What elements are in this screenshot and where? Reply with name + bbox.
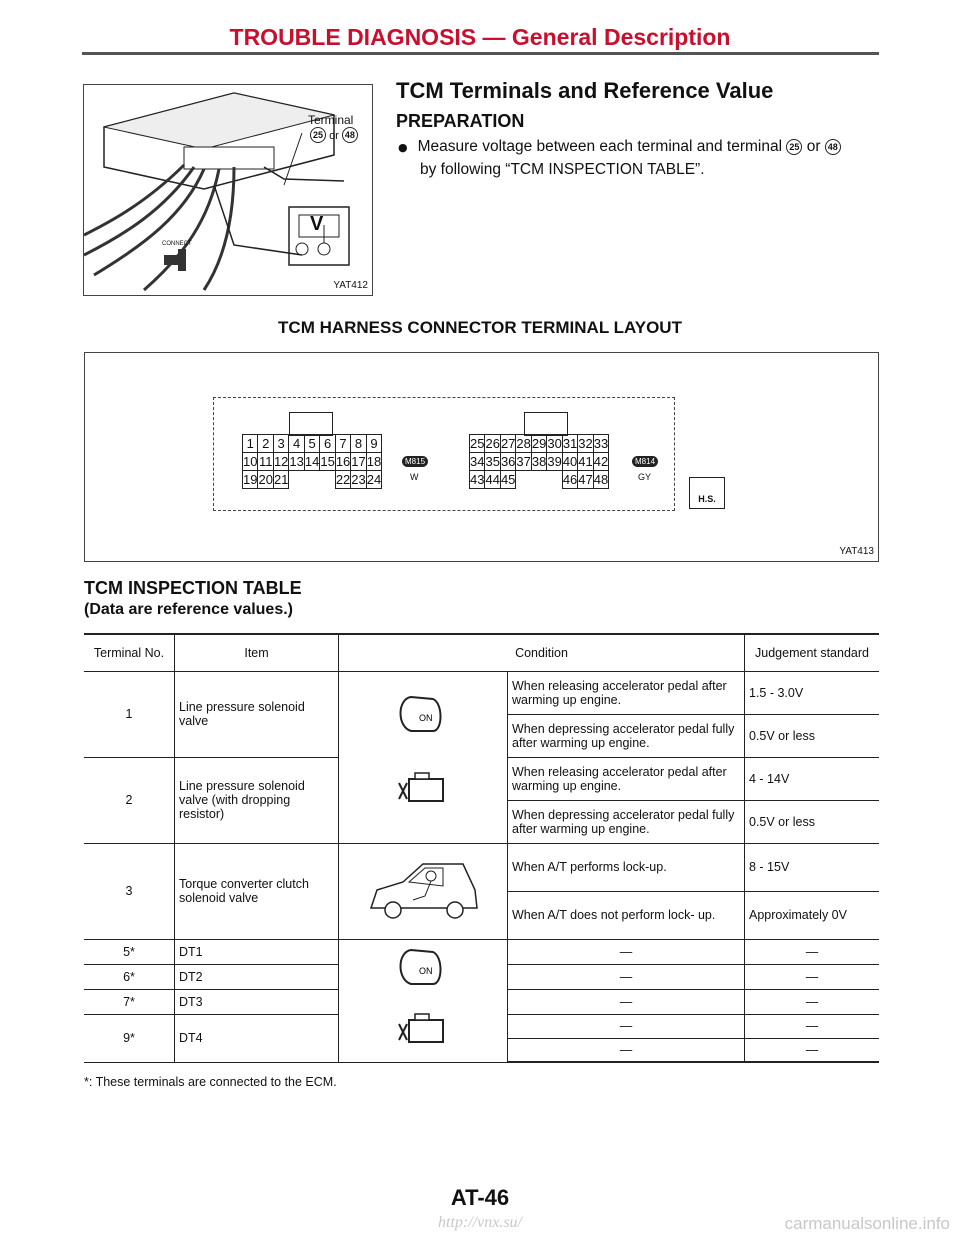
terminal-pin: 39: [547, 454, 562, 469]
car-driver-icon: [363, 852, 483, 928]
terminal-25-badge: 25: [310, 127, 326, 143]
connector-layout-figure: [84, 352, 879, 562]
table-header-row: [84, 634, 879, 671]
terminal-pin: 29: [531, 436, 547, 451]
ignition-engine-icons: [339, 671, 508, 843]
terminal-pin: 22: [335, 472, 351, 487]
or-text: or: [329, 130, 339, 142]
preparation-title: PREPARATION: [396, 111, 525, 131]
terminal-pin: [516, 471, 531, 489]
terminal-pin: 48: [593, 472, 609, 487]
terminal-pin: 45: [500, 472, 516, 487]
terminal-48-badge: 48: [825, 139, 841, 155]
terminal-pin: 24: [366, 472, 382, 487]
terminal-pin: 28: [516, 436, 531, 451]
terminal-pin: 25: [470, 436, 485, 451]
terminal-pin: 20: [258, 472, 273, 487]
terminal-pin: 16: [335, 454, 351, 469]
prep-or: or: [806, 138, 821, 155]
terminal-25-badge: 25: [786, 139, 802, 155]
table-row: When A/T does not perform lock- up. Approximately 0V: [84, 891, 879, 939]
terminal-pin: 43: [470, 472, 485, 487]
terminal-pin: 8: [351, 435, 366, 453]
site-url-link[interactable]: http://vnx.su/: [438, 1214, 522, 1231]
watermark: carmanualsonline.info: [784, 1214, 950, 1233]
table-row: 7* DT3 — —: [84, 989, 879, 1014]
prep-text-line2: by following “TCM INSPECTION TABLE”.: [420, 161, 705, 178]
ignition-engine-icons: [339, 939, 508, 1062]
terminal-label: Terminal: [308, 113, 354, 127]
driving-car-icon: [339, 843, 508, 939]
inspection-table-subtitle: (Data are reference values.): [84, 601, 293, 618]
key-on-icon: [393, 691, 453, 821]
terminal-pin: 33: [593, 436, 609, 451]
connector-tab: [524, 412, 568, 436]
table-row: When depressing accelerator pedal fully after warming up engine. 0.5V or less: [84, 800, 879, 843]
connector-color-w: W: [410, 472, 419, 482]
terminal-pin: 38: [531, 454, 547, 469]
terminal-pin: 7: [335, 435, 350, 453]
harness-side-icon: H.S.: [689, 477, 725, 509]
terminal-pin: [304, 471, 319, 489]
terminal-pin: [289, 471, 304, 489]
connector-tab: [289, 412, 333, 436]
preparation-text: [398, 136, 868, 181]
terminal-pin: 37: [516, 454, 531, 469]
terminal-pin: 26: [485, 436, 500, 451]
terminal-numbers: [310, 127, 358, 143]
connector-outline: [213, 397, 675, 511]
page-header-title: TROUBLE DIAGNOSIS — General Description: [229, 24, 731, 50]
terminal-pin: 12: [273, 454, 289, 469]
terminal-pin: 6: [320, 435, 335, 453]
terminal-pin: 31: [562, 436, 578, 451]
voltmeter-label: V: [310, 213, 324, 235]
connector-color-gy: GY: [638, 472, 652, 482]
connector-m814: [469, 434, 609, 489]
terminal-pin: 32: [578, 436, 593, 451]
terminal-48-badge: 48: [342, 127, 358, 143]
header-standard: Judgement standard: [745, 634, 880, 671]
table-row: 2 Line pressure solenoid valve (with dropping resistor) When releasing accelerator pedal after warming up engine. 4 - 14V: [84, 757, 879, 800]
terminal-pin: 9: [366, 435, 381, 453]
connect-label: CONNECT: [162, 241, 192, 247]
terminal-pin: 44: [485, 472, 500, 487]
terminal-pin: 3: [273, 435, 288, 453]
terminal-pin: 34: [470, 454, 485, 469]
page-number: AT-46: [450, 1185, 510, 1210]
table-footnote: *: These terminals are connected to the ECM.: [84, 1075, 337, 1089]
terminal-pin: 1: [243, 435, 258, 453]
terminal-pin: 11: [258, 454, 273, 469]
section-title: TCM Terminals and Reference Value: [396, 78, 774, 103]
table-row: 3 Torque converter clutch solenoid valve When A/T performs lock-up. 8 - 15V: [84, 843, 879, 891]
key-on-icon: [393, 944, 453, 1054]
connector-id-m814: M814: [632, 456, 658, 467]
header-rule: [82, 52, 879, 55]
terminal-pin: 10: [243, 454, 258, 469]
header-condition: Condition: [339, 634, 745, 671]
terminal-pin: 2: [258, 435, 273, 453]
terminal-pin: 21: [273, 472, 289, 487]
measurement-figure: [83, 84, 373, 296]
figure-code: YAT412: [333, 280, 368, 291]
connector-m815: [242, 434, 382, 489]
header-terminal: Terminal No.: [84, 634, 175, 671]
terminal-pin: 27: [500, 436, 516, 451]
inspection-table: [84, 633, 879, 1063]
terminal-pin: 14: [304, 454, 320, 469]
terminal-pin: 18: [366, 454, 382, 469]
terminal-pin: [547, 471, 562, 489]
terminal-pin: 19: [243, 472, 258, 487]
terminal-pin: [320, 471, 335, 489]
terminal-pin: 23: [351, 472, 366, 487]
header-item: Item: [175, 634, 339, 671]
table-row: 9* DT4 — —: [84, 1014, 879, 1038]
terminal-pin: 46: [562, 472, 578, 487]
table-row: 5* DT1 ON — —: [84, 939, 879, 964]
terminal-pin: 4: [289, 435, 304, 453]
terminal-pin: 42: [593, 454, 609, 469]
terminal-pin: 30: [547, 436, 562, 451]
table-row: When depressing accelerator pedal fully after warming up engine. 0.5V or less: [84, 714, 879, 757]
terminal-pin: [531, 471, 546, 489]
svg-text:ON: ON: [419, 966, 433, 976]
table-row: 1 Line pressure solenoid valve ON When releasing accelerator pedal after warming up engine. 1.5 - 3.0V: [84, 671, 879, 714]
terminal-pin: 15: [320, 454, 335, 469]
figure-code: YAT413: [839, 546, 874, 557]
terminal-pin: 36: [500, 454, 516, 469]
terminal-pin: 13: [289, 454, 304, 469]
terminal-pin: 40: [562, 454, 578, 469]
connector-id-m815: M815: [402, 456, 428, 467]
terminal-pin: 5: [304, 435, 319, 453]
table-row: 6* DT2 — —: [84, 964, 879, 989]
terminal-pin: 47: [578, 472, 593, 487]
terminal-pin: 17: [351, 454, 366, 469]
terminal-pin: 35: [485, 454, 500, 469]
bullet-icon: ●: [398, 141, 408, 154]
svg-text:ON: ON: [419, 712, 433, 723]
terminal-pin: 41: [578, 454, 593, 469]
connector-layout-title: TCM HARNESS CONNECTOR TERMINAL LAYOUT: [278, 318, 682, 337]
prep-text-line1: Measure voltage between each terminal and terminal: [417, 138, 783, 155]
inspection-table-title: TCM INSPECTION TABLE: [84, 578, 302, 598]
table-row: — —: [84, 1038, 879, 1062]
